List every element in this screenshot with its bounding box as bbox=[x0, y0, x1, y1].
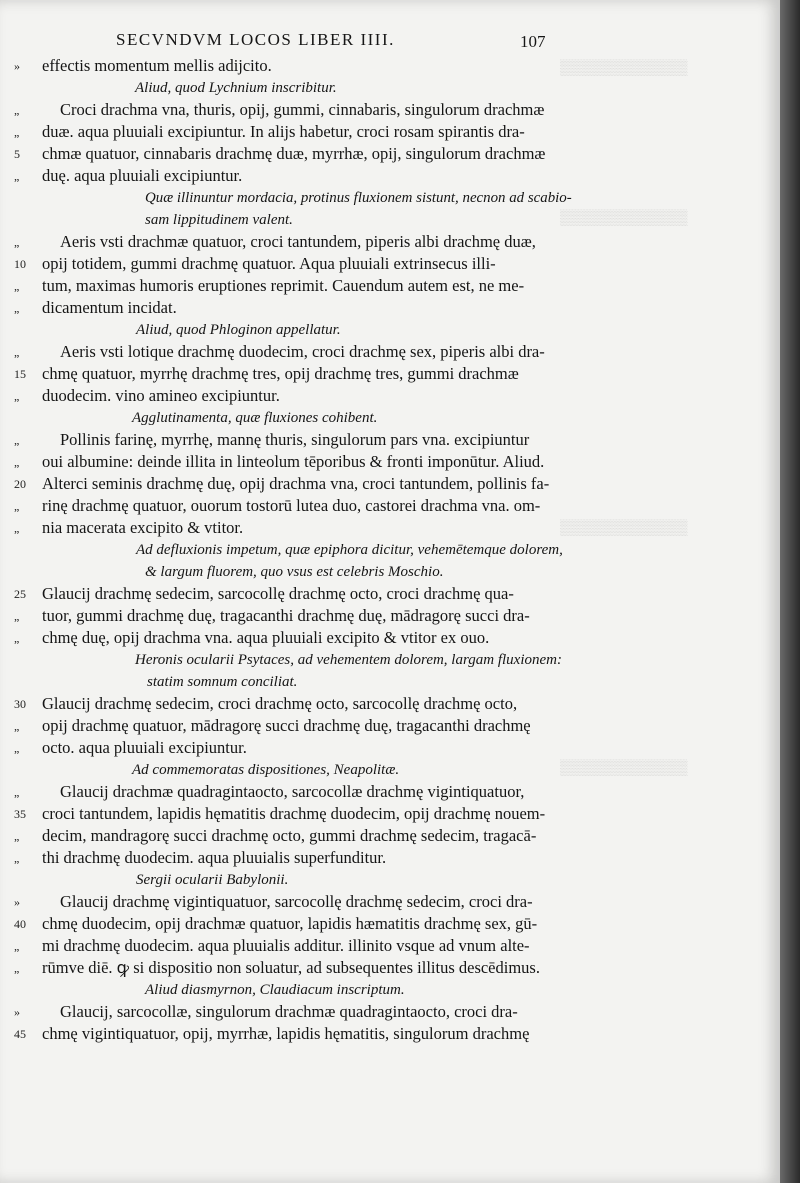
text-line bbox=[0, 385, 780, 407]
text-line bbox=[0, 935, 780, 957]
text-line bbox=[0, 627, 780, 649]
line-text: Alterci seminis drachmę duę, opij drachma vna, croci tantundem, pollinis fa- bbox=[42, 474, 550, 493]
text-line bbox=[0, 825, 780, 847]
line-text: Aeris vsti lotique drachmę duodecim, croci drachmę sex, piperis albi dra- bbox=[60, 342, 545, 361]
text-line bbox=[0, 363, 780, 385]
line-marker: „ bbox=[14, 389, 20, 403]
line-text: opij totidem, gummi drachmę quatuor. Aqua pluuiali extrinsecus illi- bbox=[42, 254, 496, 273]
line-marker: 5 bbox=[14, 147, 20, 161]
text-line bbox=[0, 341, 780, 363]
line-marker: » bbox=[14, 59, 20, 73]
text-line bbox=[0, 473, 780, 495]
line-text: duæ. aqua pluuiali excipiuntur. In alijs habetur, croci rosam spirantis dra- bbox=[42, 122, 525, 141]
show-through-texture: ▒▒▒▒▒▒▒▒▒▒▒▒ bbox=[560, 60, 688, 76]
section-heading bbox=[0, 671, 780, 693]
section-heading bbox=[0, 561, 780, 583]
line-marker: » bbox=[14, 1005, 20, 1019]
line-marker: „ bbox=[14, 345, 20, 359]
line-marker: „ bbox=[14, 609, 20, 623]
text-line bbox=[0, 1023, 780, 1045]
book-binding-edge bbox=[780, 0, 800, 1183]
text-line bbox=[0, 297, 780, 319]
text-line bbox=[0, 275, 780, 297]
line-marker: „ bbox=[14, 719, 20, 733]
text-line bbox=[0, 803, 780, 825]
show-through-texture: ▒▒▒▒▒▒▒▒▒▒▒▒ bbox=[560, 760, 688, 776]
line-text: Aeris vsti drachmæ quatuor, croci tantundem, piperis albi drachmę duæ, bbox=[60, 232, 536, 251]
line-text: Aliud, quod Phloginon appellatur. bbox=[136, 322, 341, 338]
line-marker: „ bbox=[14, 125, 20, 139]
line-marker: „ bbox=[14, 455, 20, 469]
line-marker: „ bbox=[14, 301, 20, 315]
line-text: tuor, gummi drachmę duę, tragacanthi drachmę duę, mādragorę succi dra- bbox=[42, 606, 530, 625]
line-marker: „ bbox=[14, 103, 20, 117]
line-marker: 40 bbox=[14, 917, 26, 931]
line-text: chmę duodecim, opij drachmæ quatuor, lapidis hæmatitis drachmę sex, gū- bbox=[42, 914, 538, 933]
line-marker: „ bbox=[14, 235, 20, 249]
show-through-texture: ▒▒▒▒▒▒▒▒▒▒▒▒ bbox=[560, 520, 688, 536]
line-text: duę. aqua pluuiali excipiuntur. bbox=[42, 166, 243, 185]
line-marker: 15 bbox=[14, 367, 26, 381]
line-text: Glaucij, sarcocollæ, singulorum drachmæ quadragintaocto, croci dra- bbox=[60, 1002, 518, 1021]
line-text: mi drachmę duodecim. aqua pluuialis additur. illinito vsque ad vnum alte- bbox=[42, 936, 530, 955]
text-line bbox=[0, 957, 780, 979]
line-marker: „ bbox=[14, 499, 20, 513]
line-marker: „ bbox=[14, 785, 20, 799]
line-text: Heronis ocularii Psytaces, ad vehementem dolorem, largam fluxionem: bbox=[135, 652, 562, 668]
line-marker: 20 bbox=[14, 477, 26, 491]
line-marker: „ bbox=[14, 829, 20, 843]
text-line bbox=[0, 99, 780, 121]
text-line bbox=[0, 847, 780, 869]
line-text: Aliud, quod Lychnium inscribitur. bbox=[135, 80, 337, 96]
text-line bbox=[0, 253, 780, 275]
line-marker: „ bbox=[14, 631, 20, 645]
line-marker: 30 bbox=[14, 697, 26, 711]
section-heading bbox=[0, 77, 780, 99]
line-text: sam lippitudinem valent. bbox=[145, 212, 293, 228]
line-marker: 25 bbox=[14, 587, 26, 601]
text-line bbox=[0, 429, 780, 451]
line-marker: „ bbox=[14, 939, 20, 953]
show-through-texture: ▒▒▒▒▒▒▒▒▒▒▒▒ bbox=[560, 210, 688, 226]
text-line bbox=[0, 55, 780, 77]
text-line bbox=[0, 121, 780, 143]
line-text: chmæ quatuor, cinnabaris drachmę duæ, myrrhæ, opij, singulorum drachmæ bbox=[42, 144, 546, 163]
line-text: Glaucij drachmę vigintiquatuor, sarcocollę drachmę sedecim, croci dra- bbox=[60, 892, 533, 911]
line-marker: 10 bbox=[14, 257, 26, 271]
line-text: rūmve diē. ꝙ si dispositio non soluatur, ad subsequentes illitus descēdimus. bbox=[42, 958, 540, 977]
line-marker: „ bbox=[14, 279, 20, 293]
line-text: octo. aqua pluuiali excipiuntur. bbox=[42, 738, 247, 757]
section-heading bbox=[0, 319, 780, 341]
line-text: tum, maximas humoris eruptiones reprimit. Cauendum autem est, ne me- bbox=[42, 276, 525, 295]
line-text: opij drachmę quatuor, mādragorę succi drachmę duę, tragacanthi drachmę bbox=[42, 716, 531, 735]
line-text: Croci drachma vna, thuris, opij, gummi, cinnabaris, singulorum drachmæ bbox=[60, 100, 545, 119]
text-line bbox=[0, 693, 780, 715]
line-text: rinę drachmę quatuor, ouorum tostorū lutea duo, castorei drachma vna. om- bbox=[42, 496, 541, 515]
line-text: Ad commemoratas dispositiones, Neapolitæ. bbox=[132, 762, 400, 778]
line-marker: 45 bbox=[14, 1027, 26, 1041]
section-heading bbox=[0, 539, 780, 561]
text-line bbox=[0, 715, 780, 737]
line-text: duodecim. vino amineo excipiuntur. bbox=[42, 386, 280, 405]
text-line bbox=[0, 583, 780, 605]
section-heading bbox=[0, 759, 780, 781]
line-text: Glaucij drachmæ quadragintaocto, sarcocollæ drachmę vigintiquatuor, bbox=[60, 782, 525, 801]
line-text: oui albumine: deinde illita in linteolum tēporibus & fronti imponūtur. Aliud. bbox=[42, 452, 545, 471]
line-marker: 35 bbox=[14, 807, 26, 821]
section-heading bbox=[0, 209, 780, 231]
text-line bbox=[0, 451, 780, 473]
line-text: Glaucij drachmę sedecim, croci drachmę octo, sarcocollę drachmę octo, bbox=[42, 694, 518, 713]
section-heading bbox=[0, 187, 780, 209]
line-text: Aliud diasmyrnon, Claudiacum inscriptum. bbox=[145, 982, 405, 998]
text-line bbox=[0, 781, 780, 803]
line-text: Ad defluxionis impetum, quæ epiphora dicitur, vehemētemque dolorem, bbox=[136, 542, 563, 558]
page-number: 107 bbox=[520, 32, 546, 51]
text-line bbox=[0, 143, 780, 165]
text-line bbox=[0, 517, 780, 539]
line-text: thi drachmę duodecim. aqua pluuialis superfunditur. bbox=[42, 848, 387, 867]
line-text: nia macerata excipito & vtitor. bbox=[42, 518, 244, 537]
text-line bbox=[0, 891, 780, 913]
text-line bbox=[0, 495, 780, 517]
text-line bbox=[0, 165, 780, 187]
line-text: chmę vigintiquatuor, opij, myrrhæ, lapidis hęmatitis, singulorum drachmę bbox=[42, 1024, 530, 1043]
line-marker: » bbox=[14, 895, 20, 909]
text-line bbox=[0, 605, 780, 627]
text-line bbox=[0, 1001, 780, 1023]
line-text: croci tantundem, lapidis hęmatitis drachmę duodecim, opij drachmę nouem- bbox=[42, 804, 546, 823]
line-text: chmę quatuor, myrrhę drachmę tres, opij drachmę tres, gummi drachmæ bbox=[42, 364, 519, 383]
line-text: statim somnum conciliat. bbox=[147, 674, 298, 690]
text-line bbox=[0, 737, 780, 759]
text-block bbox=[0, 55, 780, 1045]
section-heading bbox=[0, 649, 780, 671]
line-marker: „ bbox=[14, 961, 20, 975]
line-text: effectis momentum mellis adijcito. bbox=[42, 56, 272, 75]
line-text: decim, mandragorę succi drachmę octo, gummi drachmę sedecim, tragacā- bbox=[42, 826, 537, 845]
line-text: dicamentum incidat. bbox=[42, 298, 177, 317]
line-marker: „ bbox=[14, 169, 20, 183]
text-line bbox=[0, 231, 780, 253]
line-text: Sergii ocularii Babylonii. bbox=[136, 872, 289, 888]
line-text: Pollinis farinę, myrrhę, mannę thuris, singulorum pars vna. excipiuntur bbox=[60, 430, 530, 449]
line-text: Agglutinamenta, quæ fluxiones cohibent. bbox=[132, 410, 378, 426]
line-text: & largum fluorem, quo vsus est celebris Moschio. bbox=[145, 564, 444, 580]
line-marker: „ bbox=[14, 521, 20, 535]
line-text: Glaucij drachmę sedecim, sarcocollę drachmę octo, croci drachmę qua- bbox=[42, 584, 514, 603]
line-marker: „ bbox=[14, 851, 20, 865]
line-text: Quæ illinuntur mordacia, protinus fluxionem sistunt, necnon ad scabio- bbox=[145, 190, 572, 206]
section-heading bbox=[0, 979, 780, 1001]
section-heading bbox=[0, 869, 780, 891]
line-marker: „ bbox=[14, 741, 20, 755]
line-text: chmę duę, opij drachma vna. aqua pluuiali excipito & vtitor ex ouo. bbox=[42, 628, 490, 647]
line-marker: „ bbox=[14, 433, 20, 447]
text-line bbox=[0, 913, 780, 935]
section-heading bbox=[0, 407, 780, 429]
running-title: SECVNDVM LOCOS LIBER IIII. bbox=[116, 30, 395, 49]
